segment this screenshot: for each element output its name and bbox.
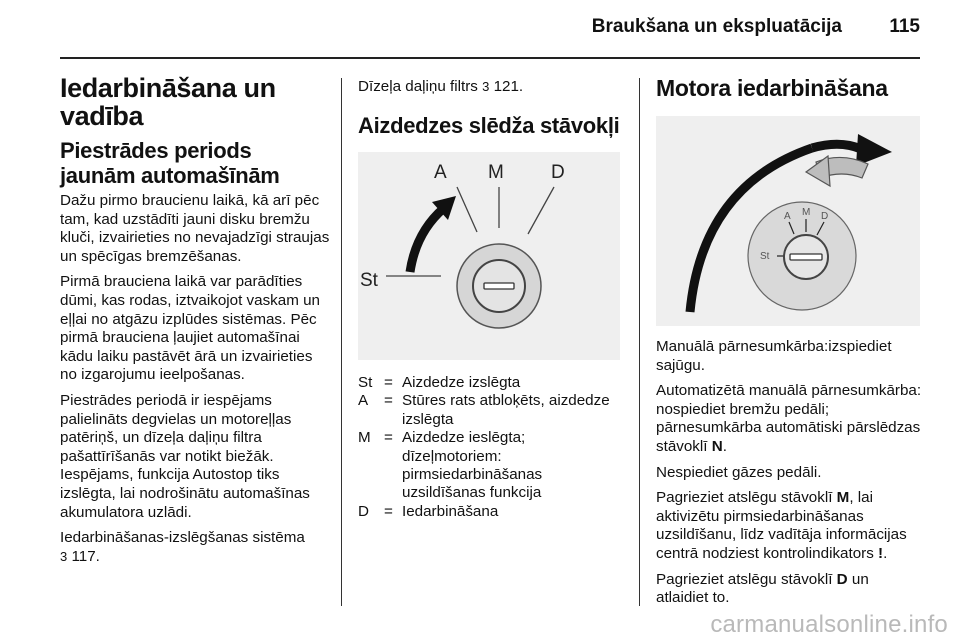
paragraph-1: Dažu pirmo braucienu laikā, kā arī pēc tam, kad uzstādīti jauni disku bremžu kluči, izvairieties no nevajadzīgi straujas un spēcīgas bremzēšanas. (60, 192, 330, 265)
page-number: 115 (889, 16, 920, 37)
dpf-reference-text: Dīzeļa daļiņu filtrs (358, 78, 478, 95)
paragraph-key-d-rest: un atlaidiet to. (656, 570, 869, 607)
paragraph-key-m-end: . (883, 544, 888, 562)
legend-row (358, 392, 624, 429)
label-m: M (488, 162, 504, 183)
subsection-title: Piestrādes periods jaunām automašīnām (60, 138, 280, 188)
position-m: M (836, 489, 850, 507)
key-slot-icon (790, 254, 822, 260)
dpf-reference (358, 78, 624, 97)
page-header (0, 0, 960, 50)
page-ref-icon: 3 (60, 548, 68, 564)
paragraph-automated (656, 382, 924, 456)
legend-value: Iedarbināšana (402, 502, 499, 520)
ignition-positions-title: Aizdedzes slēdža stāvokļi (358, 112, 620, 138)
paragraph-key-m-text: Pagrieziet atslēgu stāvoklī (656, 489, 833, 507)
gear-n: N (711, 437, 723, 455)
page-ref-link[interactable]: 121. (493, 78, 524, 95)
header-title: Braukšana un ekspluatācija (591, 16, 842, 37)
watermark: carmanualsonline.info (710, 611, 948, 638)
legend-row (358, 374, 624, 392)
label-d: D (551, 162, 565, 183)
paragraph-key-d (656, 571, 924, 608)
rotation-arrow-tail (812, 144, 861, 149)
position-d: D (836, 570, 848, 588)
paragraph-key-m-rest: , lai aktivizētu pirmsiedarbināšanas uzsildīšanu, līdz vadītāja informācijas centrā nodziest kontrolindikators (656, 489, 907, 562)
legend-key: M (358, 429, 371, 447)
paragraph-key-m (656, 489, 924, 563)
legend-key: A (358, 392, 369, 410)
key-slot-icon (484, 283, 514, 289)
legend-value: Stūres rats atbloķēts, aizdedze izslēgta (402, 392, 610, 428)
column-1 (60, 70, 332, 573)
legend-row (358, 429, 624, 503)
legend-value: Aizdedze izslēgta (402, 374, 521, 391)
paragraph-manual: Manuālā pārnesumkārba:izspiediet sajūgu. (656, 338, 892, 374)
glow-plug-icon: ! (878, 544, 884, 562)
column-3 (656, 76, 924, 105)
paragraph-2: Pirmā brauciena laikā var parādīties dūmi, kas rodas, iztvaikojot vaskam un eļļai no atgāzu izplūdes sistēmas. Pēc pirmā brauciena ļaujiet automašīnai kādu laiku pastāvēt ārā un izvairieties no izgarojumu ieelpošanas. (60, 273, 320, 384)
column-divider-2 (639, 78, 640, 606)
paragraph-4 (60, 529, 332, 566)
paragraph-3: Piestrādes periodā ir iespējams palielināts degvielas un motoreļļas patēriņš, un dīzeļa daļiņu filtra pašattīrīšanās var notikt biežāk. Iespējams, funkcija Autostop tiks izslēgta, lai nodrošinātu automašīnas akumulatora uzlādi. (60, 391, 310, 521)
legend-eq: = (384, 502, 393, 520)
legend-key: St (358, 374, 373, 391)
header-rule (60, 57, 920, 59)
label-a: A (784, 211, 791, 222)
column-3-body (656, 338, 924, 615)
ignition-switch-figure (358, 152, 620, 360)
legend-eq: = (384, 392, 393, 410)
label-d: D (821, 211, 829, 222)
page-ref-link[interactable]: 117. (71, 547, 100, 565)
paragraph-key-d-text: Pagrieziet atslēgu stāvoklī (656, 570, 833, 588)
paragraph-4-text: Iedarbināšanas-izslēgšanas sistēma (60, 529, 305, 547)
paragraph-automated-text: Automatizētā manuālā pārnesumkārba: nospiediet bremžu pedāli; pārnesumkārba automātiski pārslēdzas stāvoklī (656, 382, 922, 455)
engine-start-figure (656, 116, 920, 326)
label-a: A (434, 162, 447, 183)
legend-row (358, 503, 624, 521)
legend-eq: = (384, 374, 393, 391)
page-ref-icon: 3 (482, 79, 490, 94)
paragraph-gas: Nespiediet gāzes pedāli. (656, 463, 822, 481)
ignition-legend (358, 374, 624, 521)
legend-key: D (358, 502, 369, 520)
engine-start-title: Motora iedarbināšana (656, 75, 888, 101)
column-2 (358, 78, 624, 142)
label-st: St (360, 270, 378, 291)
label-st: St (760, 251, 770, 262)
legend-eq: = (384, 429, 393, 447)
column-divider-1 (341, 78, 342, 606)
legend-value: Aizdedze ieslēgta; dīzeļmotoriem: pirmsiedarbināšanas uzsildīšanas funkcija (402, 429, 543, 502)
paragraph-automated-end: . (722, 437, 727, 455)
label-m: M (802, 207, 811, 218)
section-title: Iedarbināšana un vadība (60, 73, 276, 131)
